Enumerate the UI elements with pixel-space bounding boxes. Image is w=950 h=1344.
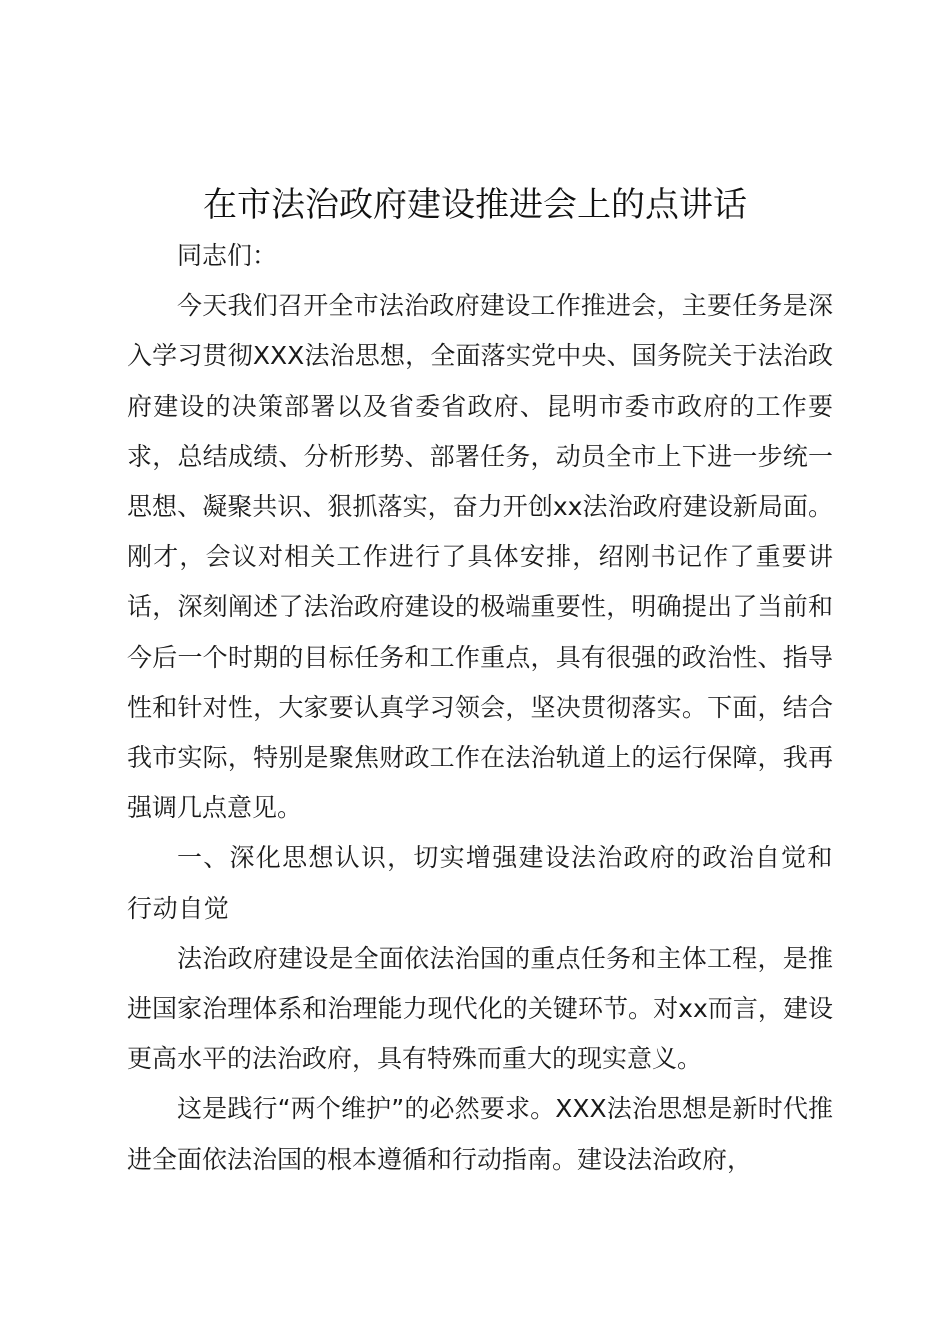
salutation: 同志们： <box>177 241 278 270</box>
section-heading: 一、深化思想认识，切实增强建设法治政府的政治自觉和行动自觉 <box>127 843 833 923</box>
paragraph-section-1: 法治政府建设是全面依法治国的重点任务和主体工程，是推进国家治理体系和治理能力现代化的关键环节。对xx而言，建设更高水平的法治政府，具有特殊而重大的现实意义。 <box>127 943 833 1074</box>
paragraph-section-2: 这是践行“两个维护”的必然要求。XXX法治思想是新时代推进全面依法治国的根本遵循和行动指南。建设法治政府， <box>127 1094 833 1174</box>
paragraph-intro: 今天我们召开全市法治政府建设工作推进会，主要任务是深入学习贯彻XXX法治思想，全面落实党中央、国务院关于法治政府建设的决策部署以及省委省政府、昆明市委市政府的工作要求，总结成绩、分析形势、部署任务，动员全市上下进一步统一思想、凝聚共识、狠抓落实，奋力开创xx法治政府建设新局面。刚才，会议对相关工作进行了具体安排，绍刚书记作了重要讲话，深刻阐述了法治政府建设的极端重要性，明确提出了当前和今后一个时期的目标任务和工作重点，具有很强的政治性、指导性和针对性，大家要认真学习领会，坚决贯彻落实。下面，结合我市实际，特别是聚焦财政工作在法治轨道上的运行保障，我再强调几点意见。 <box>127 291 833 823</box>
document-body <box>127 231 833 1185</box>
document-title: 在市法治政府建设推进会上的点讲话 <box>203 185 747 225</box>
